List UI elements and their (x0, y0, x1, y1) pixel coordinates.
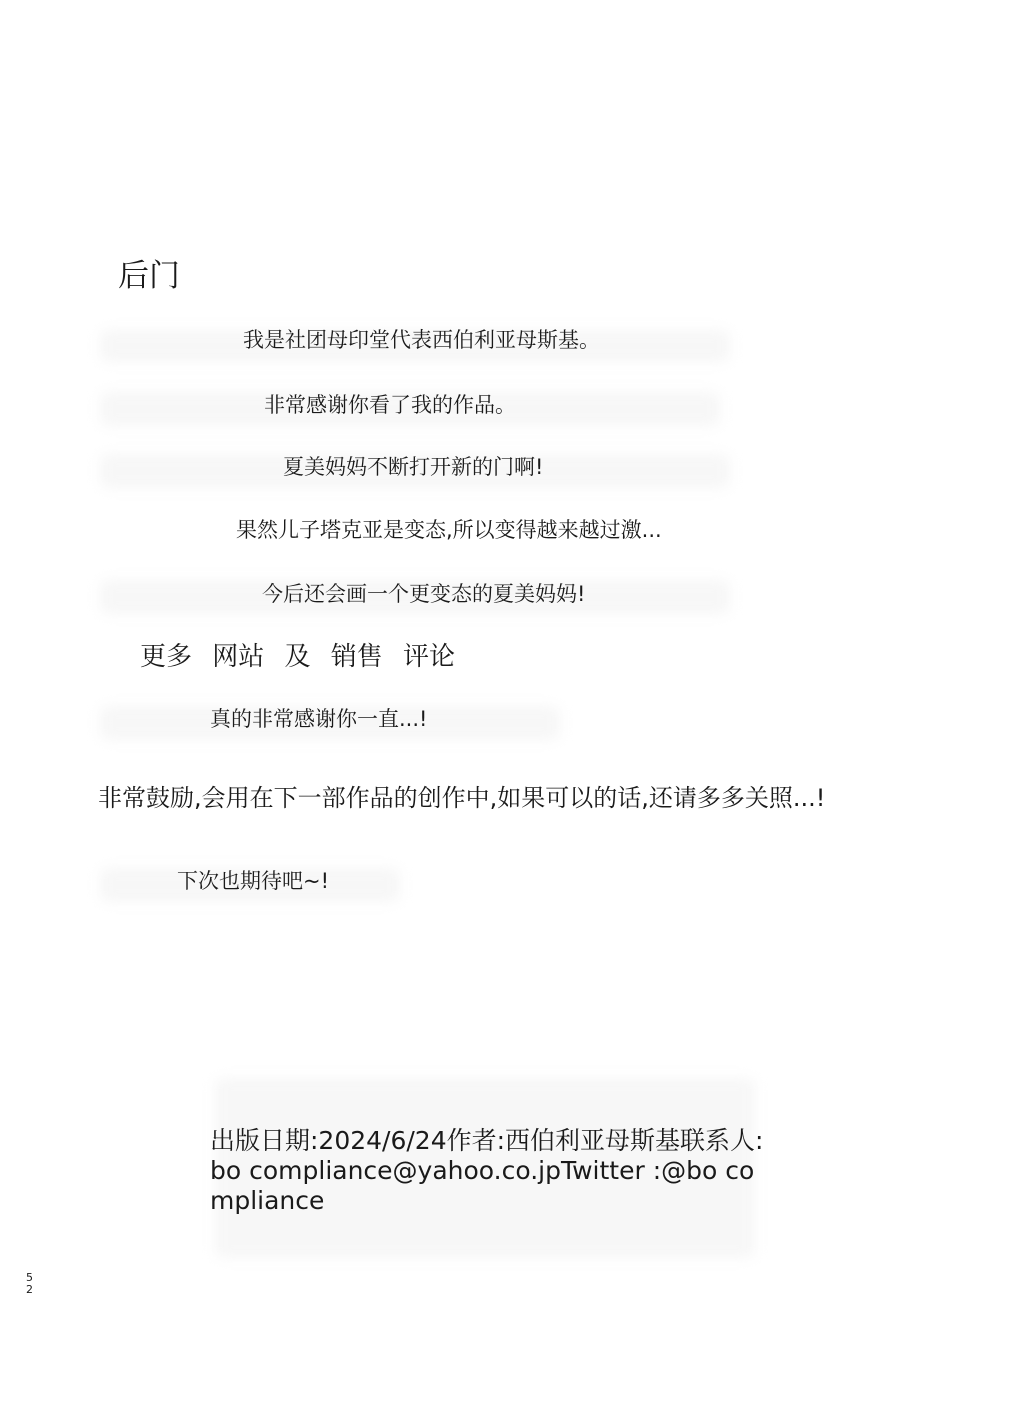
message-line-4: 果然儿子塔克亚是变态,所以变得越来越过激... (236, 518, 662, 542)
message-line-3: 夏美妈妈不断打开新的门啊! (283, 455, 544, 479)
publication-info: 出版日期:2024/6/24作者:西伯利亚母斯基联系人:bo compliance@yahoo.co.jpTwitter :@bo compliance (210, 1126, 764, 1215)
closing-line: 下次也期待吧~! (177, 869, 330, 893)
message-line-5: 今后还会画一个更变态的夏美妈妈! (262, 582, 586, 606)
page-title: 后门 (118, 258, 180, 294)
encouragement-line: 非常鼓励,会用在下一部作品的创作中,如果可以的话,还请多多关照...! (98, 784, 826, 812)
page-number: 52 (26, 1271, 33, 1296)
message-line-2: 非常感谢你看了我的作品。 (264, 393, 516, 417)
message-line-1: 我是社团母印堂代表西伯利亚母斯基。 (243, 328, 600, 352)
subheading: 更多 网站 及 销售 评论 (140, 642, 456, 672)
thanks-line: 真的非常感谢你一直...! (210, 707, 428, 731)
